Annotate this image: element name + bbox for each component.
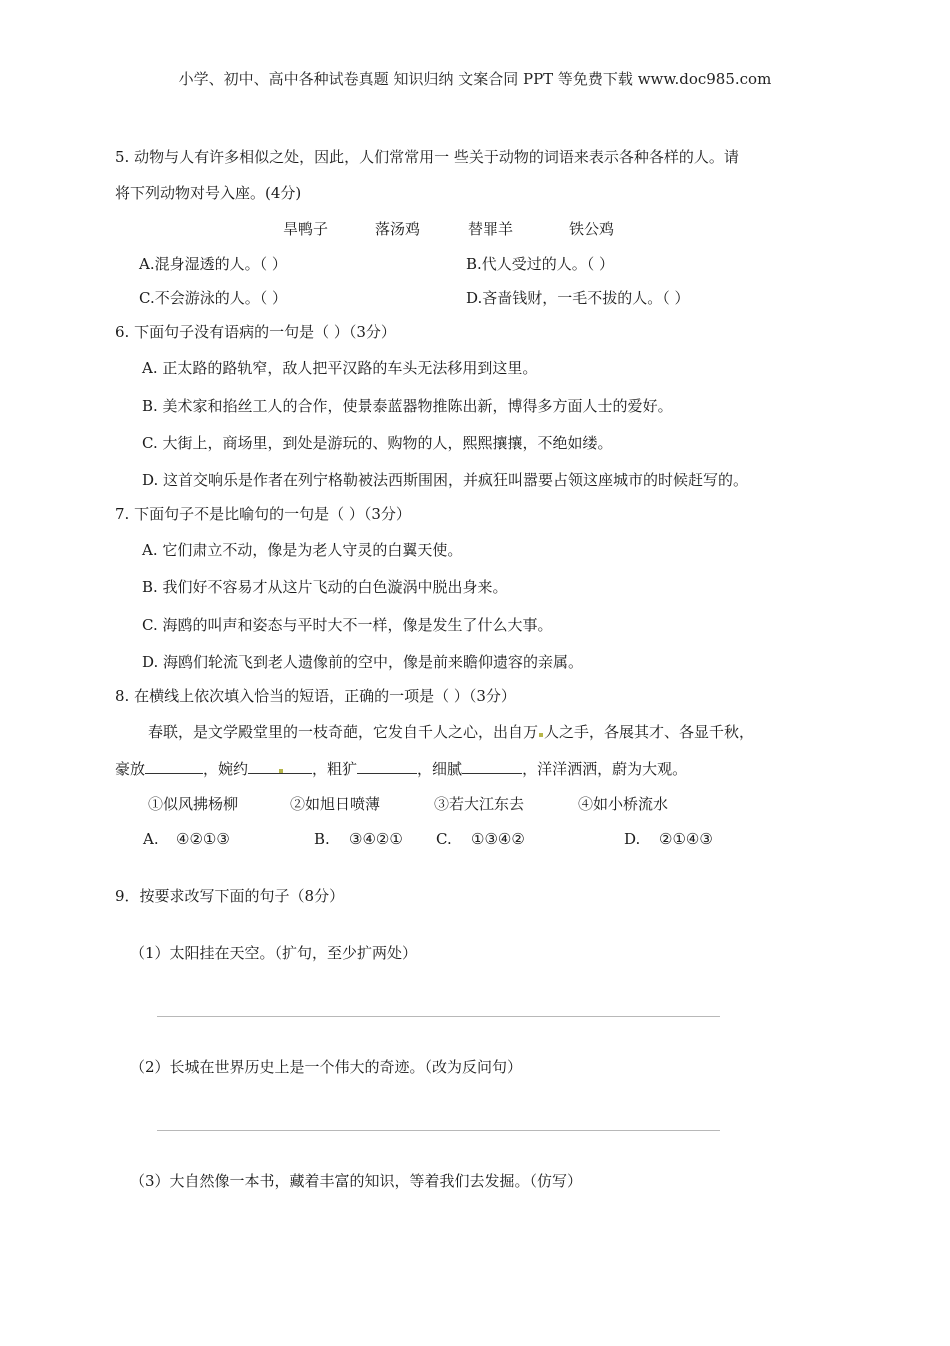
- q8-choice-c: ①③④②: [471, 830, 525, 848]
- q8-choice-d-label: D.: [624, 830, 641, 848]
- q6-option-b: B. 美术家和掐丝工人的合作，使景泰蓝器物推陈出新，博得多方面人士的爱好。: [142, 397, 673, 415]
- q9-sub3: （3）大自然像一本书，藏着丰富的知识，等着我们去发掘。（仿写）: [130, 1172, 583, 1190]
- highlight-mark: [279, 769, 283, 773]
- q5-stem-line1: 5. 动物与人有许多相似之处，因此，人们常常用一 些关于动物的词语来表示各种各样的人。请: [115, 148, 739, 166]
- q8-choice-b-label: B.: [314, 830, 330, 848]
- q5-word-3: 替罪羊: [468, 220, 514, 238]
- q7-option-a: A. 它们肃立不动，像是为老人守灵的白翼天使。: [142, 541, 463, 559]
- page-header: 小学、初中、高中各种试卷真题 知识归纳 文案合同 PPT 等免费下载 www.doc985.com: [178, 70, 772, 88]
- q5-option-a: A.混身湿透的人。（ ）: [139, 255, 287, 273]
- q8-passage-line1: [148, 722, 754, 742]
- q8-phrase-2: ②如旭日喷薄: [290, 795, 381, 813]
- q7-option-b: B. 我们好不容易才从这片飞动的白色漩涡中脱出身来。: [142, 578, 508, 596]
- q6-stem: 6. 下面句子没有语病的一句是（ ）（3分）: [115, 323, 396, 341]
- q8-choice-c-label: C.: [436, 830, 452, 848]
- q5-option-b: B.代人受过的人。（ ）: [466, 255, 615, 273]
- q8-phrase-1: ①似风拂杨柳: [148, 795, 239, 813]
- q5-option-c: C.不会游泳的人。（ ）: [139, 289, 287, 307]
- q9-sub1: （1）太阳挂在天空。（扩句，至少扩两处）: [130, 944, 418, 962]
- q8-passage-1b: 人之手，各展其才、各显千秋，: [544, 723, 755, 741]
- q8-blank-3[interactable]: [357, 759, 417, 774]
- q8-phrase-3: ③若大江东去: [434, 795, 525, 813]
- q9-answer-line-1[interactable]: [157, 1016, 720, 1017]
- q8-blank-label-2: ，婉约: [203, 760, 249, 778]
- q5-option-d: D.吝啬钱财，一毛不拔的人。（ ）: [466, 289, 690, 307]
- q8-choice-b: ③④②①: [349, 830, 403, 848]
- q8-phrase-4: ④如小桥流水: [578, 795, 669, 813]
- q8-blank-label-1: 豪放: [115, 760, 146, 778]
- q9-stem: 9．按要求改写下面的句子（8分）: [115, 887, 345, 905]
- q8-blank-1[interactable]: [145, 759, 203, 774]
- q8-passage-1a: 春联，是文学殿堂里的一枝奇葩，它发自千人之心，出自万: [148, 723, 539, 741]
- q5-word-1: 旱鸭子: [283, 220, 329, 238]
- q9-sub2: （2）长城在世界历史上是一个伟大的奇迹。（改为反问句）: [130, 1058, 523, 1076]
- q6-option-d: D. 这首交响乐是作者在列宁格勒被法西斯围困，并疯狂叫嚣要占领这座城市的时候赶写的。: [142, 471, 749, 489]
- q9-answer-line-2[interactable]: [157, 1130, 720, 1131]
- highlight-mark: [539, 733, 543, 737]
- q8-choice-d: ②①④③: [659, 830, 713, 848]
- q8-blank-label-4: ，细腻: [417, 760, 463, 778]
- q5-stem-line2: 将下列动物对号入座。(4分): [115, 184, 302, 202]
- q8-blank-label-3: ，粗犷: [312, 760, 358, 778]
- q8-choice-a-label: A.: [143, 830, 159, 848]
- q8-passage-end: ，洋洋洒洒，蔚为大观。: [522, 760, 688, 778]
- q5-word-4: 铁公鸡: [569, 220, 615, 238]
- q8-passage-line2: [115, 759, 687, 779]
- q7-option-c: C. 海鸥的叫声和姿态与平时大不一样，像是发生了什么大事。: [142, 616, 553, 634]
- q8-blank-2[interactable]: [248, 759, 312, 774]
- q8-stem: 8. 在横线上依次填入恰当的短语，正确的一项是（ ）（3分）: [115, 687, 516, 705]
- q6-option-c: C. 大街上，商场里，到处是游玩的、购物的人，熙熙攘攘，不绝如缕。: [142, 434, 613, 452]
- q5-word-2: 落汤鸡: [375, 220, 421, 238]
- q8-choice-a: ④②①③: [176, 830, 230, 848]
- q7-stem: 7. 下面句子不是比喻句的一句是（ ）（3分）: [115, 505, 411, 523]
- q8-blank-4[interactable]: [462, 759, 522, 774]
- q7-option-d: D. 海鸥们轮流飞到老人遗像前的空中，像是前来瞻仰遗容的亲属。: [142, 653, 584, 671]
- q6-option-a: A. 正太路的路轨窄，敌人把平汉路的车头无法移用到这里。: [142, 359, 538, 377]
